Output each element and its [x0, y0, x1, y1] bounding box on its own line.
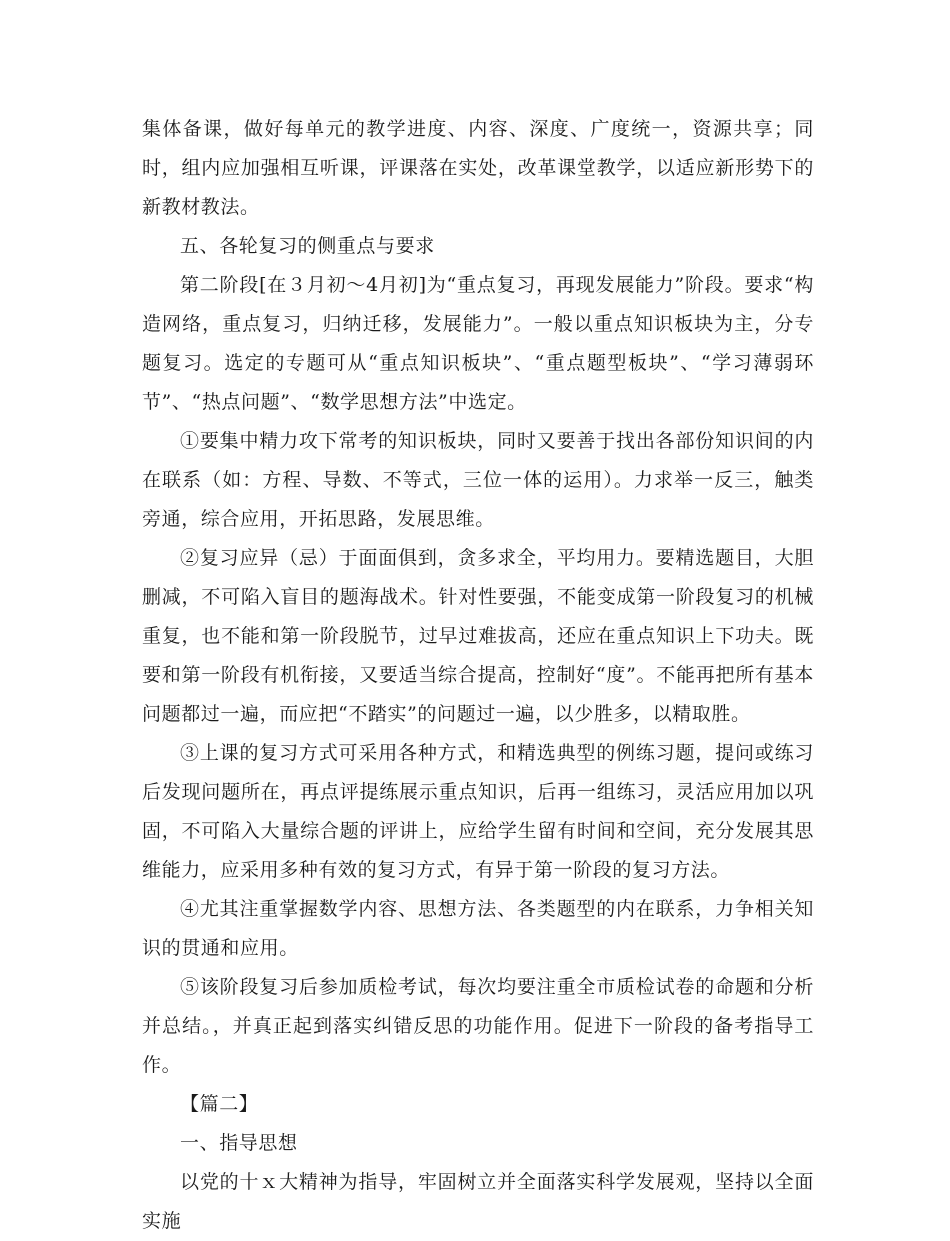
paragraph-point-2: ②复习应异（忌）于面面俱到，贪多求全，平均用力。要精选题目，大胆删减，不可陷入盲目的题海战术。针对性要强，不能变成第一阶段复习的机械重复，也不能和第一阶段脱节，过早过难拔高，还应在重点知识上下功夫。既要和第一阶段有机衔接，又要适当综合提高，控制好“度”。不能再把所有基本问题都过一遍，而应把“不踏实”的问题过一遍，以少胜多，以精取胜。: [142, 547, 814, 725]
section-heading-part-two: 【篇二】: [180, 1093, 259, 1115]
section-heading-guiding-ideology: 一、指导思想: [180, 1132, 298, 1154]
paragraph-point-4: ④尤其注重掌握数学内容、思想方法、各类题型的内在联系，力争相关知识的贯通和应用。: [142, 898, 814, 959]
section-heading-review-focus: 五、各轮复习的侧重点与要求: [180, 235, 435, 257]
paragraph-guiding-ideology: 以党的十ｘ大精神为指导，牢固树立并全面落实科学发展观，坚持以全面实施: [142, 1171, 814, 1232]
paragraph-point-3: ③上课的复习方式可采用各种方式，和精选典型的例练习题，提问或练习后发现问题所在，再点评提练展示重点知识，后再一组练习，灵活应用加以巩固，不可陷入大量综合题的评讲上，应给学生留有时间和空间，充分发展其思维能力，应采用多种有效的复习方式，有异于第一阶段的复习方法。: [142, 742, 814, 881]
paragraph-stage-two: 第二阶段[在３月初～4月初]为“重点复习，再现发展能力”阶段。要求“构造网络，重点复习，归纳迁移，发展能力”。一般以重点知识板块为主，分专题复习。选定的专题可从“重点知识板块”、“重点题型板块”、“学习薄弱环节”、“热点问题”、“数学思想方法”中选定。: [142, 274, 814, 413]
paragraph-point-1: ①要集中精力攻下常考的知识板块，同时又要善于找出各部份知识间的内在联系（如：方程、导数、不等式，三位一体的运用）。力求举一反三，触类旁通，综合应用，开拓思路，发展思维。: [142, 430, 814, 530]
paragraph-continuation: 集体备课，做好每单元的教学进度、内容、深度、广度统一，资源共享；同时，组内应加强相互听课，评课落在实处，改革课堂教学，以适应新形势下的新教材教法。: [142, 118, 814, 218]
paragraph-point-5: ⑤该阶段复习后参加质检考试，每次均要注重全市质检试卷的命题和分析并总结。，并真正起到落实纠错反思的功能作用。促进下一阶段的备考指导工作。: [142, 976, 814, 1076]
document-page: [142, 110, 814, 1241]
